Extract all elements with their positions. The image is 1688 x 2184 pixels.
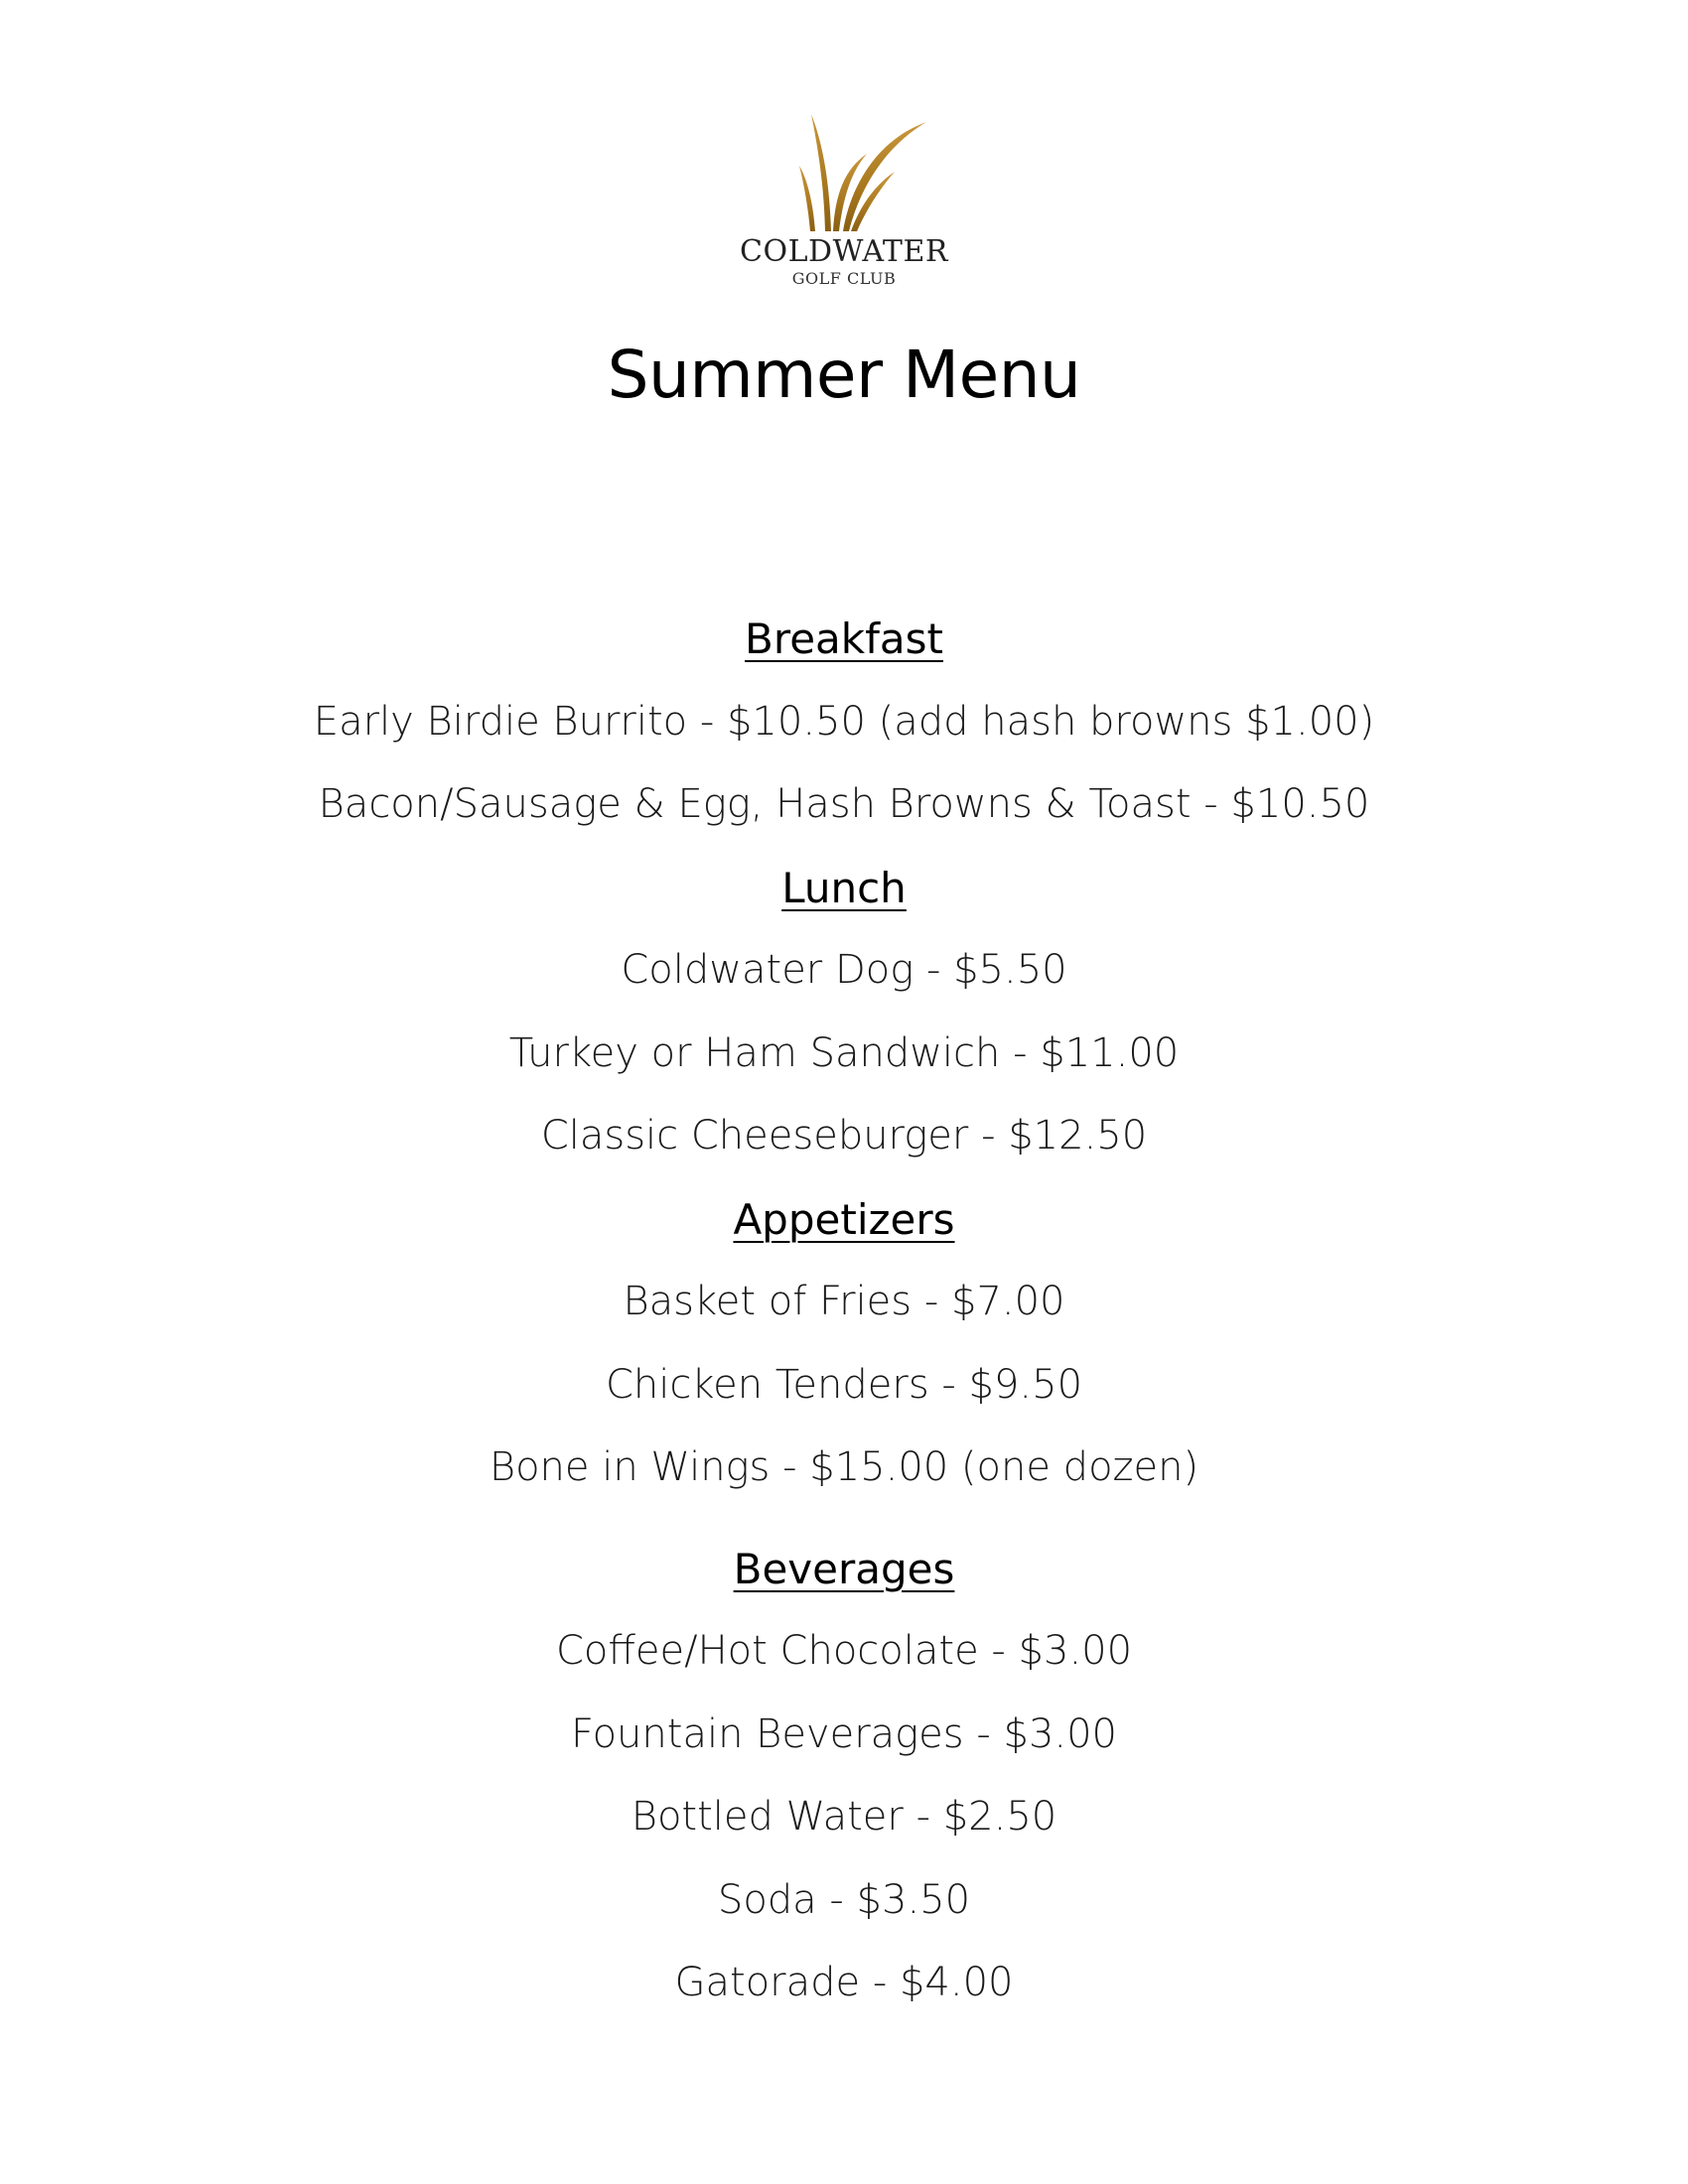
menu-item: Bone in Wings - $15.00 (one dozen) bbox=[489, 1444, 1199, 1490]
menu-item: Coldwater Dog - $5.50 bbox=[621, 947, 1067, 993]
page-title: Summer Menu bbox=[607, 337, 1081, 413]
menu-item: Soda - $3.50 bbox=[717, 1876, 971, 1923]
menu-list bbox=[0, 598, 1688, 2025]
section-heading-beverages: Beverages bbox=[733, 1544, 955, 1593]
logo-name: COLDWATER bbox=[740, 234, 948, 269]
menu-item: Bottled Water - $2.50 bbox=[631, 1794, 1057, 1840]
menu-item: Chicken Tenders - $9.50 bbox=[605, 1361, 1083, 1408]
menu-item: Turkey or Ham Sandwich - $11.00 bbox=[508, 1029, 1180, 1076]
menu-item: Early Birdie Burrito - $10.50 (add hash browns $1.00) bbox=[313, 698, 1375, 745]
section-heading-breakfast: Breakfast bbox=[745, 614, 943, 663]
section-heading-appetizers: Appetizers bbox=[733, 1194, 955, 1244]
menu-item: Gatorade - $4.00 bbox=[674, 1960, 1014, 2005]
menu-item: Basket of Fries - $7.00 bbox=[623, 1279, 1065, 1324]
menu-item: Classic Cheeseburger - $12.50 bbox=[540, 1113, 1148, 1159]
section-gap bbox=[0, 1510, 1688, 1528]
menu-item: Fountain Beverages - $3.00 bbox=[571, 1710, 1117, 1757]
menu-item: Coffee/Hot Chocolate - $3.00 bbox=[555, 1628, 1133, 1674]
section-heading-lunch: Lunch bbox=[781, 863, 907, 912]
logo-subtitle: GOLF CLUB bbox=[791, 269, 897, 288]
grass-blades-logo-icon bbox=[789, 114, 928, 238]
menu-item: Bacon/Sausage & Egg, Hash Browns & Toast - $10.50 bbox=[318, 781, 1370, 827]
club-logo bbox=[0, 114, 1688, 298]
